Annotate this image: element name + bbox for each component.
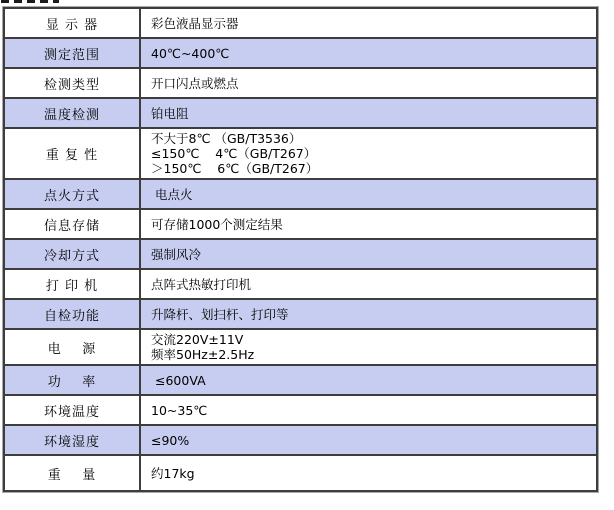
spec-value-line: ＞150℃ 6℃（GB/T267）	[151, 161, 319, 176]
spec-value-line: 不大于8℃ （GB/T3536）	[151, 131, 302, 146]
spec-label-cell: 温度检测	[5, 99, 141, 127]
spec-value-line: 10~35℃	[151, 402, 208, 418]
table-row	[5, 300, 596, 330]
spec-value-cell	[141, 39, 596, 67]
spec-label-cell: 环境湿度	[5, 426, 141, 454]
spec-value-line: 频率50Hz±2.5Hz	[151, 347, 255, 362]
spec-value-cell	[141, 270, 596, 298]
spec-value-line: ≤600VA	[151, 372, 206, 388]
table-row	[5, 39, 596, 69]
spec-value-cell	[141, 180, 596, 208]
spec-value-line: 强制风冷	[151, 246, 202, 262]
table-row	[5, 270, 596, 300]
spec-value-cell	[141, 9, 596, 37]
spec-value-line: 约17kg	[151, 465, 195, 481]
spec-label-cell: 电 源	[5, 330, 141, 364]
spec-value-line: ≤150℃ 4℃（GB/T267）	[151, 146, 317, 161]
spec-value-line: 升降杆、划扫杆、打印等	[151, 306, 289, 322]
spec-value-cell	[141, 366, 596, 394]
spec-label-cell: 显 示 器	[5, 9, 141, 37]
table-row	[5, 210, 596, 240]
spec-value-cell	[141, 69, 596, 97]
table-row	[5, 99, 596, 129]
spec-label-cell: 检测类型	[5, 69, 141, 97]
spec-value-line: 点阵式热敏打印机	[151, 276, 252, 292]
table-row	[5, 456, 596, 490]
spec-label-cell: 自检功能	[5, 300, 141, 328]
table-row	[5, 9, 596, 39]
spec-value-line: 可存储1000个测定结果	[151, 216, 283, 232]
spec-label-cell: 冷却方式	[5, 240, 141, 268]
table-row	[5, 69, 596, 99]
spec-value-line: 铂电阻	[151, 105, 189, 121]
spec-value-cell	[141, 210, 596, 238]
table-row	[5, 396, 596, 426]
spec-value-line: 开口闪点或燃点	[151, 75, 239, 91]
spec-value-cell	[141, 240, 596, 268]
table-row	[5, 129, 596, 180]
spec-label-cell: 功 率	[5, 366, 141, 394]
table-row	[5, 180, 596, 210]
spec-value-line: 电点火	[151, 186, 193, 202]
spec-label-cell: 测定范围	[5, 39, 141, 67]
spec-label-cell: 信息存储	[5, 210, 141, 238]
spec-value-line: ≤90%	[151, 432, 190, 448]
spec-value-cell	[141, 456, 596, 490]
table-row	[5, 426, 596, 456]
table-row	[5, 330, 596, 366]
table-row	[5, 366, 596, 396]
spec-label-cell: 环境温度	[5, 396, 141, 424]
spec-value-cell	[141, 99, 596, 127]
clipped-text-fragment	[1, 0, 59, 3]
spec-value-cell	[141, 396, 596, 424]
spec-label-cell: 打 印 机	[5, 270, 141, 298]
spec-value-cell	[141, 129, 596, 178]
spec-value-cell	[141, 330, 596, 364]
spec-label-cell: 重 复 性	[5, 129, 141, 178]
spec-value-cell	[141, 300, 596, 328]
spec-label-cell: 点火方式	[5, 180, 141, 208]
spec-label-cell: 重 量	[5, 456, 141, 490]
spec-value-line: 40℃~400℃	[151, 45, 230, 61]
spec-value-line: 彩色液晶显示器	[151, 15, 239, 31]
specification-table	[3, 7, 598, 492]
spec-value-line: 交流220V±11V	[151, 332, 244, 347]
spec-value-cell	[141, 426, 596, 454]
table-row	[5, 240, 596, 270]
